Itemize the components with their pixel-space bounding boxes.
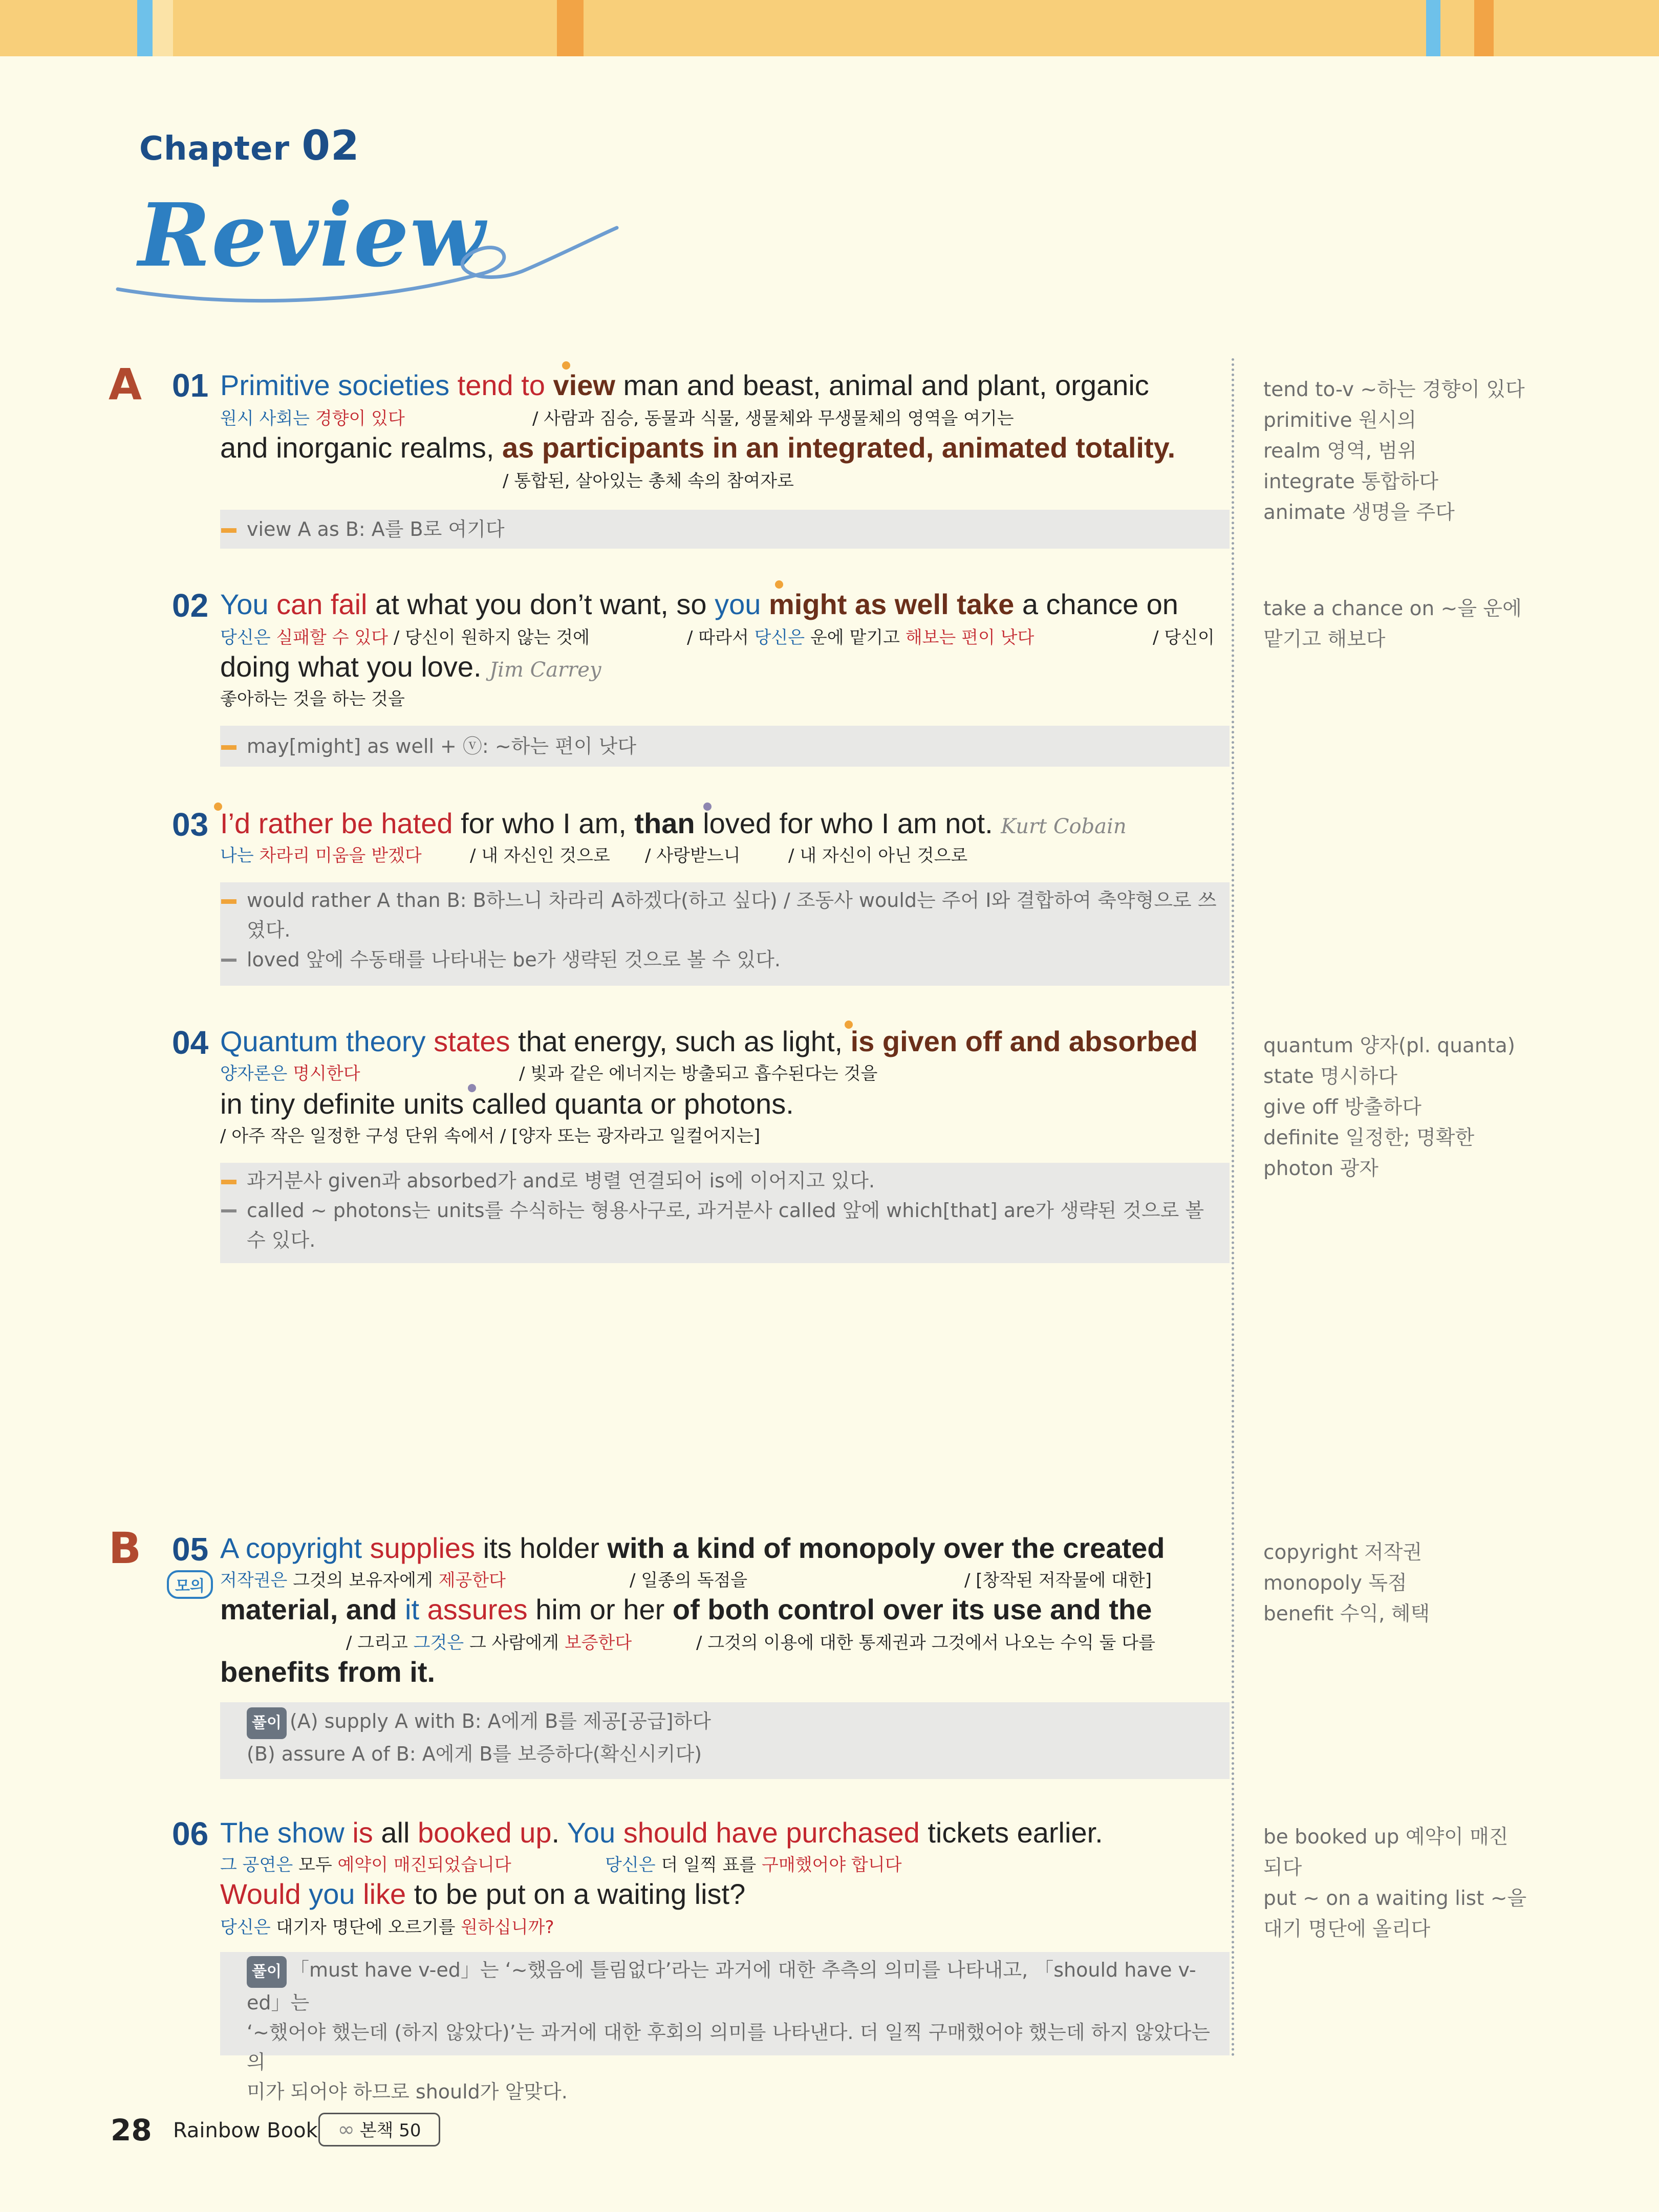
vocab-list: tend to-v ~하는 경향이 있다 primitive 원시의 realm 영역, 범위 integrate 통합하다 animate 생명을 주다: [1263, 378, 1525, 524]
english-sentence: You can fail at what you don’t want, so you might as well take a chance on: [220, 588, 1178, 620]
korean-gloss: 저작권은 그것의 보유자에게 제공한다: [220, 1570, 506, 1591]
explanation-tag: 풀이: [247, 1956, 287, 1988]
korean-gloss: / 통합된, 살아있는 총체 속의 참여자로: [503, 471, 794, 491]
korean-gloss: 좋아하는 것을 하는 것을: [220, 689, 405, 709]
question-number: 05: [172, 1531, 209, 1568]
korean-gloss: 그 공연은 모두 예약이 매진되었습니다: [220, 1855, 511, 1875]
english-sentence: Quantum theory states that energy, such as light, is given off and absorbed: [220, 1025, 1198, 1057]
grammar-note: 과거분사 given과 absorbed가 and로 병렬 연결되어 is에 이어지고 있다. called ~ photons는 units를 수식하는 형용사구로, 과거분사 called 앞에 which[that] are가 생략된 것으로 볼 수 있다.: [220, 1163, 1230, 1263]
english-sentence: material, and it assures him or her of both control over its use and the: [220, 1593, 1152, 1625]
english-sentence: Primitive societies tend to view man and beast, animal and plant, organic: [220, 369, 1149, 401]
chapter-heading: Chapter 02: [139, 122, 360, 169]
section-letter-a: A: [109, 359, 142, 409]
vocab-list: be booked up 예약이 매진 되다 put ~ on a waiting list ~을 대기 명단에 올리다: [1263, 1826, 1527, 1941]
korean-gloss: / 사람과 짐승, 동물과 식물, 생물체와 무생물체의 영역을 여기는: [532, 408, 1014, 429]
infinity-icon: ∞: [337, 2118, 355, 2141]
question-number: 02: [172, 587, 209, 624]
korean-gloss: / 내 자신인 것으로: [470, 845, 610, 866]
korean-gloss: 양자론은 명시한다: [220, 1064, 360, 1084]
english-sentence: benefits from it.: [220, 1656, 436, 1688]
top-color-band: [0, 0, 1659, 56]
korean-gloss: 당신은 더 일찍 표를 구매했어야 합니다: [605, 1855, 902, 1875]
question-number: 04: [172, 1024, 209, 1061]
column-divider: [1232, 358, 1234, 2057]
vocab-list: take a chance on ~을 운에 맡기고 해보다: [1263, 597, 1522, 651]
mock-exam-badge: 모의: [167, 1570, 213, 1599]
explanation-note: 풀이 「must have v-ed」는 ‘~했음에 틀림없다’라는 과거에 대한 추측의 의미를 나타내고, 「should have v-ed」는 ‘~했어야 했는데 (하지 않았다)’는 과거에 대한 후회의 의미를 나타낸다. 더 일찍 구매했어야 했는데 하지 않았다는 의 미가 되어야 하므로 should가 알맞다.: [220, 1952, 1230, 2055]
korean-gloss: / 따라서 당신은 운에 맡기고 해보는 편이 낫다: [687, 627, 1035, 648]
korean-gloss: / 당신이: [1153, 627, 1215, 648]
band-stripe: [557, 0, 584, 56]
korean-gloss: 원시 사회는 경향이 있다: [220, 408, 405, 429]
korean-gloss: 당신은 실패할 수 있다 / 당신이 원하지 않는 것에: [220, 627, 590, 648]
korean-gloss: / 사랑받느니: [645, 845, 741, 866]
main-book-reference: ∞ 본책 50: [318, 2113, 440, 2146]
band-stripe: [153, 0, 173, 56]
english-sentence: Would you like to be put on a waiting list?: [220, 1878, 746, 1910]
grammar-note: would rather A than B: B하느니 차라리 A하겠다(하고 싶다) / 조동사 would는 주어 I와 결합하여 축약형으로 쓰 였다. loved 앞에 수동태를 나타내는 be가 생략된 것으로 볼 수 있다.: [220, 882, 1230, 986]
english-sentence: doing what you love. Jim Carrey: [220, 650, 601, 683]
korean-gloss: / 내 자신이 아닌 것으로: [788, 845, 968, 866]
korean-gloss: / 아주 작은 일정한 구성 단위 속에서 / [양자 또는 광자라고 일컬어지는]: [220, 1126, 761, 1146]
quote-author: Jim Carrey: [489, 658, 601, 682]
section-letter-b: B: [109, 1523, 142, 1573]
explanation-tag: 풀이: [247, 1707, 287, 1739]
english-sentence: and inorganic realms, as participants in an integrated, animated totality.: [220, 431, 1176, 464]
vocab-list: quantum 양자(pl. quanta) state 명시하다 give off 방출하다 definite 일정한; 명확한 photon 광자: [1263, 1034, 1515, 1180]
question-number: 06: [172, 1815, 209, 1852]
korean-gloss: / 그것의 이용에 대한 통제권과 그것에서 나오는 수익 둘 다를: [696, 1633, 1155, 1653]
book-name: Rainbow Book: [173, 2119, 318, 2142]
grammar-note: may[might] as well + ⓥ: ~하는 편이 낫다: [220, 726, 1230, 767]
korean-gloss: 나는 차라리 미움을 받겠다: [220, 845, 422, 866]
page-title: Review: [138, 184, 486, 287]
question-number: 01: [172, 367, 209, 404]
korean-gloss: / 빛과 같은 에너지는 방출되고 흡수된다는 것을: [519, 1064, 878, 1084]
page-number: 28: [111, 2113, 152, 2148]
title-swirl-decoration: [113, 215, 624, 317]
explanation-note: 풀이 (A) supply A with B: A에게 B를 제공[공급]하다 (B) assure A of B: A에게 B를 보증하다(확신시키다): [220, 1702, 1230, 1779]
korean-gloss: / 그리고 그것은 그 사람에게 보증한다: [346, 1633, 632, 1653]
english-sentence: in tiny definite units called quanta or photons.: [220, 1088, 794, 1120]
korean-gloss: / 일종의 독점을: [630, 1570, 748, 1591]
band-stripe: [1426, 0, 1440, 56]
english-sentence: The show is all booked up. You should have purchased tickets earlier.: [220, 1816, 1103, 1849]
band-stripe: [1474, 0, 1494, 56]
vocab-list: copyright 저작권 monopoly 독점 benefit 수익, 혜택: [1263, 1541, 1430, 1625]
korean-gloss: / [창작된 저작물에 대한]: [964, 1570, 1152, 1591]
question-number: 03: [172, 806, 209, 843]
english-sentence: I’d rather be hated for who I am, than loved for who I am not. Kurt Cobain: [220, 807, 1127, 839]
grammar-note: view A as B: A를 B로 여기다: [220, 510, 1230, 549]
english-sentence: A copyright supplies its holder with a kind of monopoly over the created: [220, 1532, 1165, 1564]
quote-author: Kurt Cobain: [1001, 815, 1127, 838]
korean-gloss: 당신은 대기자 명단에 오르기를 원하십니까?: [220, 1917, 554, 1938]
band-stripe: [137, 0, 153, 56]
